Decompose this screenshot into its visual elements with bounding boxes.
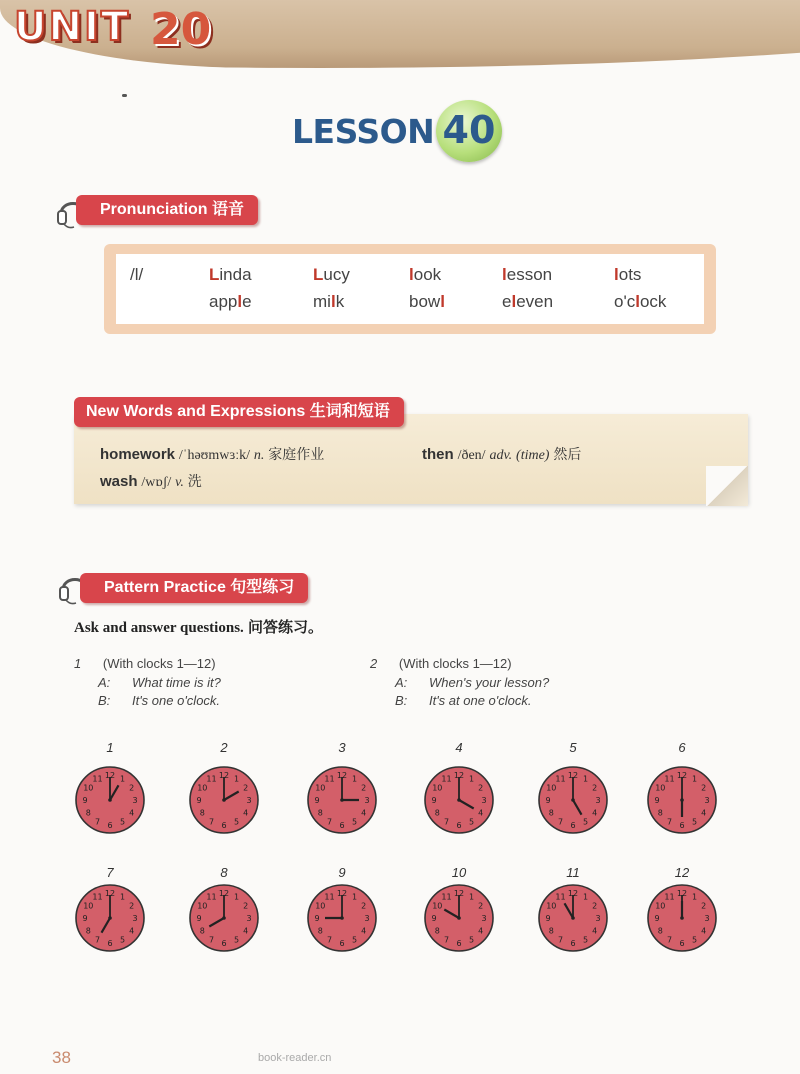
clock-numeral: 6 [456, 821, 462, 830]
clock-numeral: 11 [555, 774, 566, 784]
clock-center [340, 916, 344, 920]
clock-number: 9 [338, 865, 346, 880]
clock-numeral: 3 [595, 796, 601, 805]
clock-numeral: 7 [557, 817, 564, 827]
clock-numeral: 11 [92, 774, 103, 784]
clock-numeral: 5 [468, 935, 475, 945]
clock-numeral: 8 [317, 926, 323, 936]
target-letter: l [440, 292, 445, 311]
clock-number: 10 [451, 865, 467, 880]
clock-numeral: 12 [676, 771, 688, 780]
clock-center [571, 798, 575, 802]
target-letter: l [511, 292, 517, 311]
clock-numeral: 11 [664, 774, 675, 784]
pronunciation-word: eleven [502, 292, 554, 311]
clock-numeral: 10 [655, 901, 666, 911]
clock-number: 7 [106, 865, 114, 880]
clock-numeral: 8 [85, 926, 91, 936]
clock-numeral: 6 [107, 939, 113, 948]
clock-numeral: 4 [478, 926, 484, 936]
pronunciation-word: o'clock [614, 292, 667, 311]
clock-numeral: 1 [351, 774, 358, 784]
clock-numeral: 1 [691, 774, 698, 784]
pronunciation-word: apple [209, 292, 252, 311]
clock-numeral: 5 [351, 817, 358, 827]
clock-numeral: 12 [218, 771, 230, 780]
chinese-gloss: 洗 [187, 473, 202, 489]
clock-numeral: 7 [326, 817, 333, 827]
clock-numeral: 11 [206, 892, 217, 902]
clock-face [190, 767, 258, 833]
clock-numeral: 4 [361, 926, 367, 936]
clock-numeral: 12 [104, 771, 116, 780]
clock-numeral: 3 [132, 914, 138, 923]
clock-numeral: 9 [82, 914, 88, 923]
clock-center [457, 798, 461, 802]
clock-center [222, 916, 226, 920]
phonetic: /ðen/ [457, 448, 486, 463]
clock-numeral: 12 [336, 889, 348, 898]
clock-numeral: 6 [570, 821, 576, 830]
clock-numeral: 9 [82, 796, 88, 805]
speaker-label: A: [98, 675, 111, 690]
clock-numeral: 4 [129, 926, 135, 936]
clock-numeral: 5 [119, 817, 126, 827]
clock-face [648, 885, 716, 951]
clock-numeral: 11 [441, 774, 452, 784]
pronunciation-banner: Pronunciation 语音 [76, 195, 258, 225]
clock-numeral: 10 [197, 783, 208, 793]
clock-numeral: 6 [107, 821, 113, 830]
clock-face [190, 885, 258, 951]
clock-numeral: 6 [570, 939, 576, 948]
clock-center [108, 798, 112, 802]
clock-number: 11 [566, 865, 580, 880]
target-letter: l [409, 265, 414, 284]
pattern-practice-banner: Pattern Practice 句型练习 [80, 573, 308, 603]
lesson-number: 40 [442, 108, 496, 152]
clock-numeral: 6 [221, 821, 227, 830]
clock-numeral: 12 [218, 889, 230, 898]
target-letter: l [330, 292, 336, 311]
clock-numeral: 1 [233, 892, 240, 902]
clock-numeral: 2 [361, 783, 367, 793]
clock-number: 8 [220, 865, 228, 880]
part-of-speech: n. [253, 448, 265, 463]
clock-numeral: 8 [548, 926, 554, 936]
pronunciation-word: milk [313, 292, 345, 311]
clock-face [539, 767, 607, 833]
clock-numeral: 11 [441, 892, 452, 902]
clock-numeral: 10 [432, 901, 443, 911]
speaker-label: B: [98, 693, 111, 708]
question-text: When's your lesson? [428, 675, 550, 690]
clock-numeral: 8 [199, 926, 205, 936]
clock-numeral: 7 [443, 935, 450, 945]
clock-numeral: 7 [94, 817, 101, 827]
clock-numeral: 2 [478, 901, 484, 911]
clock-numeral: 4 [701, 808, 707, 818]
clock-face [76, 767, 144, 833]
clock-numeral: 7 [94, 935, 101, 945]
clock-numeral: 5 [468, 817, 475, 827]
clock-numeral: 10 [83, 901, 94, 911]
pronunciation-word: lots [614, 265, 642, 284]
clock-numeral: 8 [657, 926, 663, 936]
clock-numeral: 11 [206, 774, 217, 784]
clock-numeral: 4 [243, 808, 249, 818]
clock-numeral: 12 [453, 771, 465, 780]
clock-numeral: 5 [582, 817, 589, 827]
clock-numeral: 6 [339, 939, 345, 948]
clock-numeral: 10 [197, 901, 208, 911]
clock-numeral: 5 [119, 935, 126, 945]
phonetic: /ˈhəʊmwɜːk/ [178, 448, 251, 463]
clock-numeral: 1 [233, 774, 240, 784]
clock-numeral: 1 [119, 774, 126, 784]
clock-numeral: 2 [701, 783, 707, 793]
clock-numeral: 5 [233, 817, 240, 827]
clock-numeral: 1 [468, 892, 475, 902]
clock-numeral: 2 [129, 901, 135, 911]
clock-numeral: 1 [582, 892, 589, 902]
target-letter: L [209, 265, 220, 284]
clock-numeral: 8 [199, 808, 205, 818]
clock-center [571, 916, 575, 920]
clock-numeral: 2 [361, 901, 367, 911]
clock-numeral: 10 [546, 901, 557, 911]
clock-numeral: 12 [336, 771, 348, 780]
clock-numeral: 2 [243, 901, 249, 911]
clock-numeral: 12 [567, 771, 579, 780]
clock-numeral: 2 [701, 901, 707, 911]
clock-numeral: 8 [434, 808, 440, 818]
clock-numeral: 4 [361, 808, 367, 818]
clock-numeral: 12 [453, 889, 465, 898]
clock-number: 3 [338, 740, 346, 755]
exercise-note: (With clocks 1—12) [102, 656, 216, 671]
instruction-english: Ask and answer questions. [74, 620, 244, 636]
clock-numeral: 1 [691, 892, 698, 902]
clock-numeral: 9 [431, 914, 437, 923]
clock-numeral: 9 [196, 914, 202, 923]
clock-number: 12 [674, 865, 690, 880]
clock-numeral: 3 [132, 796, 138, 805]
clock-numeral: 6 [679, 939, 685, 948]
clock-numeral: 12 [567, 889, 579, 898]
clock-numeral: 5 [691, 935, 698, 945]
instruction-chinese: 问答练习。 [247, 619, 323, 636]
clock-face [539, 885, 607, 951]
clock-numeral: 8 [85, 808, 91, 818]
clock-numeral: 10 [432, 783, 443, 793]
clock-numeral: 3 [704, 914, 710, 923]
clock-numeral: 2 [243, 783, 249, 793]
clock-numeral: 6 [679, 821, 685, 830]
clock-center [222, 798, 226, 802]
exercise-note: (With clocks 1—12) [398, 656, 512, 671]
clock-numeral: 5 [233, 935, 240, 945]
pronunciation-word: look [409, 265, 442, 284]
clock-center [680, 916, 684, 920]
clock-numeral: 10 [546, 783, 557, 793]
clock-numeral: 4 [592, 808, 598, 818]
clock-numeral: 6 [221, 939, 227, 948]
clock-numeral: 9 [654, 796, 660, 805]
clock-numeral: 3 [481, 914, 487, 923]
clock-numeral: 9 [545, 914, 551, 923]
chinese-gloss: 家庭作业 [268, 446, 325, 462]
clock-numeral: 4 [129, 808, 135, 818]
clock-numeral: 11 [555, 892, 566, 902]
unit-label: UNIT [14, 4, 131, 50]
clock-numeral: 7 [666, 817, 673, 827]
clock-numeral: 3 [481, 796, 487, 805]
clock-numeral: 2 [129, 783, 135, 793]
clock-center [340, 798, 344, 802]
clock-number: 4 [455, 740, 463, 755]
clock-numeral: 8 [434, 926, 440, 936]
clock-numeral: 4 [592, 926, 598, 936]
clock-numeral: 5 [582, 935, 589, 945]
answer-text: It's one o'clock. [131, 693, 221, 708]
clock-numeral: 10 [83, 783, 94, 793]
clock-numeral: 5 [351, 935, 358, 945]
clock-numeral: 1 [582, 774, 589, 784]
answer-text: It's at one o'clock. [428, 693, 532, 708]
word: wash [100, 473, 138, 490]
phoneme-symbol: /l/ [130, 265, 144, 284]
clock-face [648, 767, 716, 833]
exercise-number: 2 [370, 656, 378, 671]
exercise-number: 1 [74, 656, 82, 671]
target-letter: l [502, 265, 507, 284]
clock-numeral: 7 [666, 935, 673, 945]
clock-face [425, 767, 493, 833]
pronunciation-word: Linda [209, 265, 252, 284]
clock-numeral: 7 [557, 935, 564, 945]
new-words-banner: New Words and Expressions 生词和短语 [74, 397, 404, 427]
clock-center [680, 798, 684, 802]
clock-numeral: 7 [443, 817, 450, 827]
clock-numeral: 10 [315, 901, 326, 911]
part-of-speech: adv. [489, 448, 513, 463]
clock-numeral: 7 [326, 935, 333, 945]
chinese-gloss: 然后 [553, 446, 582, 462]
target-letter: l [635, 292, 640, 311]
clock-center [457, 916, 461, 920]
pronunciation-word: lesson [502, 265, 553, 284]
clock-numeral: 3 [246, 914, 252, 923]
clock-number: 2 [220, 740, 228, 755]
phonetic: /wɒʃ/ [141, 475, 172, 490]
clock-face [76, 885, 144, 951]
clock-numeral: 6 [456, 939, 462, 948]
page-number: 38 [52, 1048, 71, 1067]
usage-note: (time) [516, 448, 550, 463]
speaker-label: A: [395, 675, 408, 690]
clock-numeral: 12 [104, 889, 116, 898]
lesson-title: LESSON [292, 112, 435, 151]
clock-number: 1 [106, 740, 114, 755]
clock-numeral: 10 [315, 783, 326, 793]
target-letter: l [614, 265, 619, 284]
word: then [422, 446, 454, 463]
clock-numeral: 7 [208, 935, 215, 945]
clock-numeral: 9 [431, 796, 437, 805]
clock-numeral: 9 [314, 914, 320, 923]
clock-numeral: 3 [595, 914, 601, 923]
clock-number: 6 [678, 740, 686, 755]
speaker-label: B: [395, 693, 408, 708]
clock-numeral: 11 [92, 892, 103, 902]
clock-numeral: 9 [314, 796, 320, 805]
clock-numeral: 3 [364, 796, 370, 805]
clock-numeral: 2 [592, 783, 598, 793]
target-letter: l [237, 292, 243, 311]
unit-number: 20 [150, 4, 212, 55]
clock-numeral: 5 [691, 817, 698, 827]
clock-numeral: 12 [676, 889, 688, 898]
pronunciation-word: bowl [409, 292, 445, 311]
clock-numeral: 9 [654, 914, 660, 923]
clock-numeral: 11 [324, 892, 335, 902]
clock-numeral: 7 [208, 817, 215, 827]
clock-numeral: 3 [246, 796, 252, 805]
clock-numeral: 8 [657, 808, 663, 818]
clock-numeral: 11 [664, 892, 675, 902]
question-text: What time is it? [131, 675, 221, 690]
pronunciation-word: Lucy [313, 265, 350, 284]
clock-numeral: 6 [339, 821, 345, 830]
clock-face [308, 885, 376, 951]
clock-numeral: 4 [701, 926, 707, 936]
clock-numeral: 1 [468, 774, 475, 784]
clock-numeral: 2 [592, 901, 598, 911]
clock-face [308, 767, 376, 833]
clock-numeral: 1 [119, 892, 126, 902]
clock-numeral: 4 [478, 808, 484, 818]
clock-numeral: 9 [545, 796, 551, 805]
target-letter: L [313, 265, 324, 284]
clock-numeral: 8 [548, 808, 554, 818]
part-of-speech: v. [175, 475, 184, 490]
clock-number: 5 [569, 740, 577, 755]
clock-numeral: 1 [351, 892, 358, 902]
clock-numeral: 2 [478, 783, 484, 793]
word: homework [100, 446, 176, 463]
clock-numeral: 3 [364, 914, 370, 923]
clock-center [108, 916, 112, 920]
clock-numeral: 8 [317, 808, 323, 818]
clock-numeral: 9 [196, 796, 202, 805]
clock-numeral: 4 [243, 926, 249, 936]
clock-numeral: 11 [324, 774, 335, 784]
clock-face [425, 885, 493, 951]
watermark: book-reader.cn [258, 1052, 332, 1064]
clock-numeral: 3 [704, 796, 710, 805]
clock-numeral: 10 [655, 783, 666, 793]
